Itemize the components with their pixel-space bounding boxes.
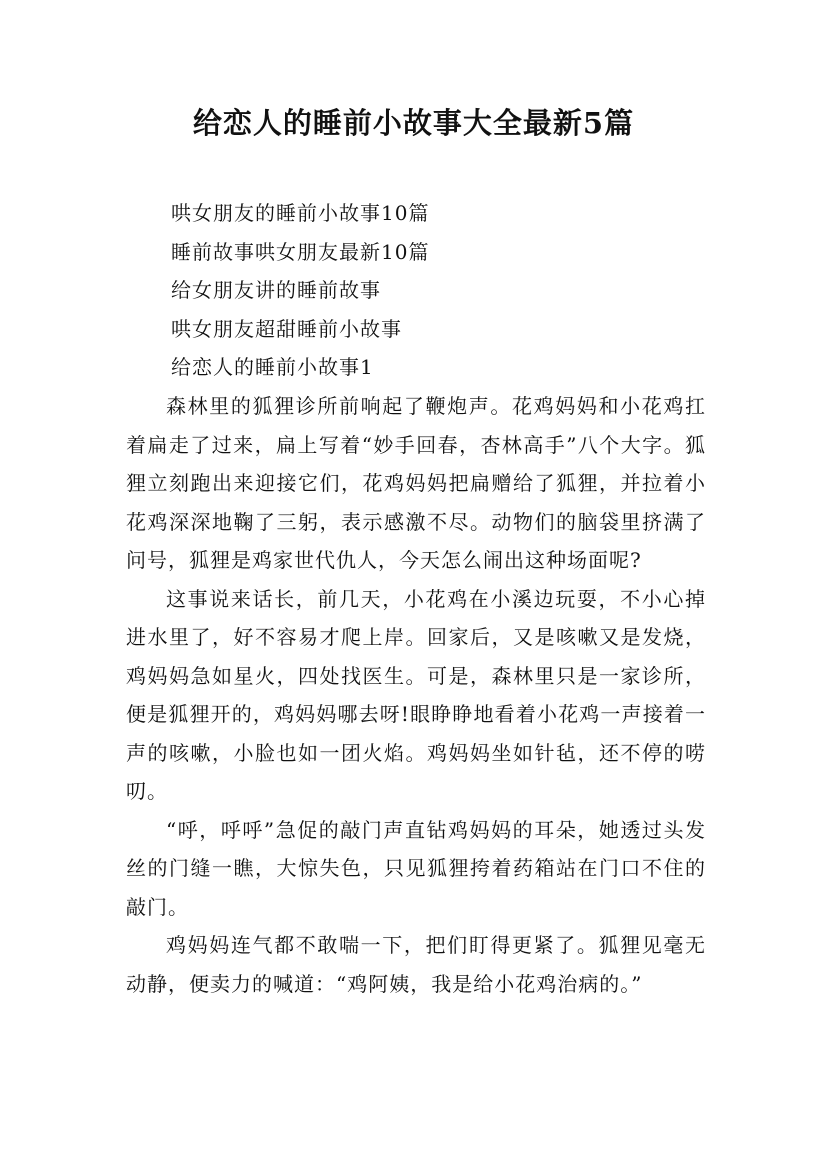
toc-item: 给恋人的睡前小故事1 (171, 355, 374, 379)
toc-item: 哄女朋友超甜睡前小故事 (171, 316, 402, 341)
toc-item: 哄女朋友的睡前小故事10篇 (171, 201, 430, 225)
toc-list (171, 194, 731, 387)
toc-item: 给女朋友讲的睡前故事 (171, 278, 381, 302)
story-paragraph: 这事说来话长，前几天，小花鸡在小溪边玩耍，不小心掉进水里了，好不容易才爬上岸。回家后，又是咳嗽又是发烧，鸡妈妈急如星火，四处找医生。可是，森林里只是一家诊所，便是狐狸开的，鸡妈妈哪去呀!眼睁睁地看着小花鸡一声接着一声的咳嗽，小脸也如一团火焰。鸡妈妈坐如针毡，还不停的唠叨。 (126, 586, 706, 803)
story-paragraph: “呼，呼呼”急促的敲门声直钻鸡妈妈的耳朵，她透过头发丝的门缝一瞧，大惊失色，只见狐狸挎着药箱站在门口不住的敲门。 (126, 817, 706, 919)
story-paragraph: 森林里的狐狸诊所前响起了鞭炮声。花鸡妈妈和小花鸡扛着扁走了过来，扁上写着“妙手回春，杏林高手”八个大字。狐狸立刻跑出来迎接它们，花鸡妈妈把扁赠给了狐狸，并拉着小花鸡深深地鞠了三躬，表示感激不尽。动物们的脑袋里挤满了问号，狐狸是鸡家世代仇人，今天怎么闹出这种场面呢? (126, 394, 706, 572)
toc-item: 睡前故事哄女朋友最新10篇 (171, 239, 430, 264)
story-paragraph: 鸡妈妈连气都不敢喘一下，把们盯得更紧了。狐狸见毫无动静，便卖力的喊道：“鸡阿姨，我是给小花鸡治病的。” (126, 933, 706, 996)
story-body (126, 387, 706, 1003)
document-title: 给恋人的睡前小故事大全最新5篇 (192, 106, 635, 140)
